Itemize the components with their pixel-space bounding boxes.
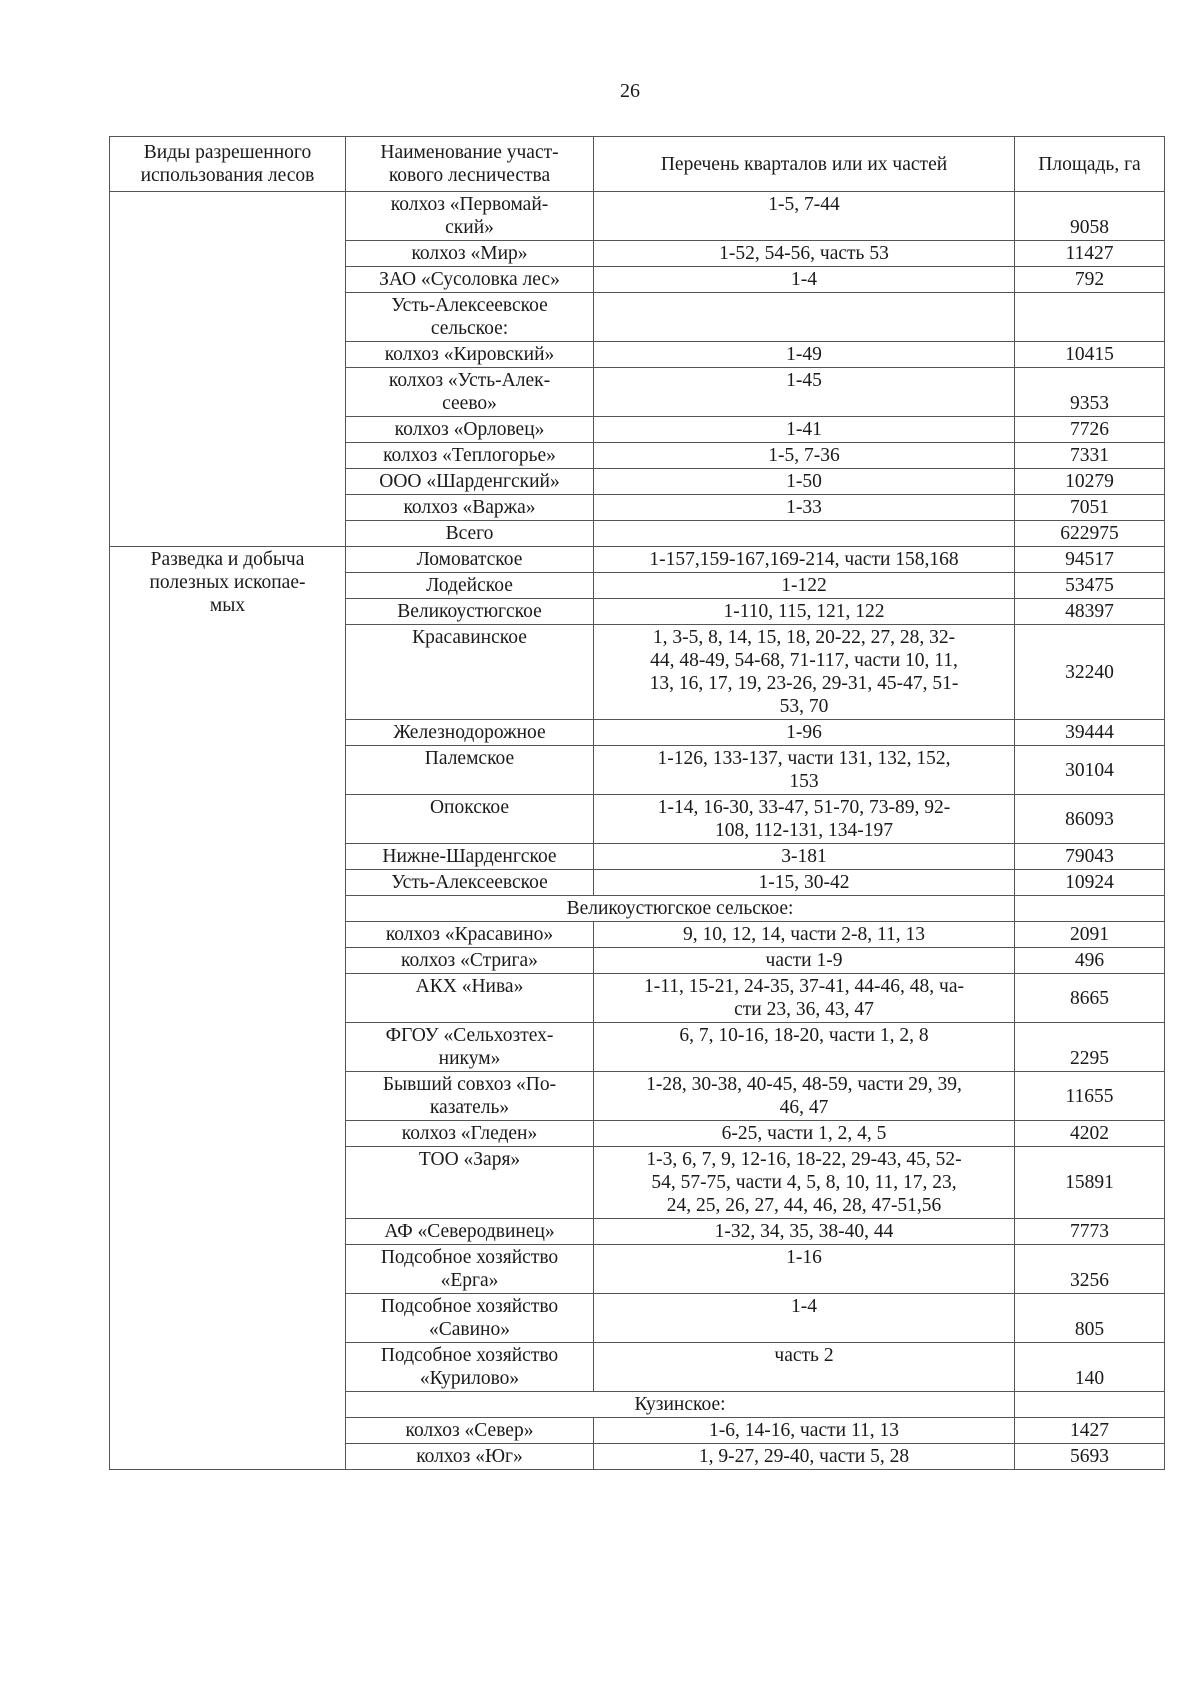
forestry-name-cell: Нижне-Шарденгское bbox=[346, 844, 594, 870]
quarters-line: 1-28, 30-38, 40-45, 48-59, части 29, 39, bbox=[646, 1074, 962, 1095]
forestry-name-cell: Опокское bbox=[346, 795, 594, 844]
header-quarters: Перечень кварталов или их частей bbox=[594, 137, 1015, 192]
forestry-name-line: «Курилово» bbox=[419, 1368, 520, 1389]
area-cell: 11655 bbox=[1015, 1072, 1165, 1121]
quarters-cell: 1-5, 7-36 bbox=[594, 443, 1015, 469]
quarters-line: 44, 48-49, 54-68, 71-117, части 10, 11, bbox=[650, 650, 958, 671]
forestry-name-cell: Железнодорожное bbox=[346, 720, 594, 746]
area-cell: 94517 bbox=[1015, 547, 1165, 573]
area-cell: 32240 bbox=[1015, 625, 1165, 720]
header-area: Площадь, га bbox=[1015, 137, 1165, 192]
area-cell: 9058 bbox=[1015, 192, 1165, 241]
use-type-cell-continued bbox=[110, 192, 346, 547]
table-row bbox=[110, 192, 1165, 241]
quarters-line: 153 bbox=[789, 771, 819, 792]
header-use-type-line: использования лесов bbox=[140, 165, 315, 186]
area-cell: 622975 bbox=[1015, 521, 1165, 547]
forestry-name-line: Подсобное хозяйство bbox=[380, 1345, 559, 1366]
table-body bbox=[110, 192, 1165, 1470]
forestry-name-cell bbox=[346, 1343, 594, 1392]
forestry-name-cell: АКХ «Нива» bbox=[346, 974, 594, 1023]
quarters-cell: 1-15, 30-42 bbox=[594, 870, 1015, 896]
use-type-line: полезных ископае- bbox=[149, 572, 306, 593]
header-forestry-name bbox=[346, 137, 594, 192]
forestry-name-cell: Ломоватское bbox=[346, 547, 594, 573]
forestry-name-line: ский» bbox=[445, 217, 494, 238]
forestry-name-line: Бывший совхоз «По- bbox=[382, 1074, 557, 1095]
quarters-cell: часть 2 bbox=[594, 1343, 1015, 1392]
area-cell: 2091 bbox=[1015, 922, 1165, 948]
quarters-cell bbox=[594, 795, 1015, 844]
forestry-name-cell: колхоз «Орловец» bbox=[346, 417, 594, 443]
subheading-cell: Великоустюгское сельское: bbox=[346, 896, 1015, 922]
area-cell: 3256 bbox=[1015, 1245, 1165, 1294]
forestry-name-line: «Ерга» bbox=[440, 1270, 499, 1291]
quarters-cell bbox=[594, 974, 1015, 1023]
area-cell: 792 bbox=[1015, 267, 1165, 293]
area-cell: 7726 bbox=[1015, 417, 1165, 443]
quarters-cell bbox=[594, 521, 1015, 547]
quarters-cell: 9, 10, 12, 14, части 2-8, 11, 13 bbox=[594, 922, 1015, 948]
forestry-name-cell bbox=[346, 293, 594, 342]
quarters-cell: 1-122 bbox=[594, 573, 1015, 599]
area-cell: 86093 bbox=[1015, 795, 1165, 844]
area-cell: 5693 bbox=[1015, 1444, 1165, 1470]
area-cell: 15891 bbox=[1015, 1147, 1165, 1219]
header-forestry-name-line: кового лесничества bbox=[388, 165, 551, 186]
area-cell: 10924 bbox=[1015, 870, 1165, 896]
forestry-name-cell bbox=[346, 1245, 594, 1294]
quarters-cell: 1-49 bbox=[594, 342, 1015, 368]
header-forestry-name-line: Наименование участ- bbox=[380, 142, 559, 163]
page-number: 26 bbox=[620, 80, 640, 102]
forestry-name-line: сеево» bbox=[442, 393, 497, 414]
header-use-type-line: Виды разрешенного bbox=[143, 142, 312, 163]
quarters-cell: 1-32, 34, 35, 38-40, 44 bbox=[594, 1219, 1015, 1245]
forestry-name-cell: Палемское bbox=[346, 746, 594, 795]
quarters-cell: 1-96 bbox=[594, 720, 1015, 746]
forestry-name-line: никум» bbox=[438, 1048, 501, 1069]
quarters-line: 1-126, 133-137, части 131, 132, 152, bbox=[657, 748, 951, 769]
quarters-cell: 1-5, 7-44 bbox=[594, 192, 1015, 241]
area-cell: 53475 bbox=[1015, 573, 1165, 599]
area-cell: 48397 bbox=[1015, 599, 1165, 625]
forestry-name-cell: колхоз «Кировский» bbox=[346, 342, 594, 368]
area-cell: 8665 bbox=[1015, 974, 1165, 1023]
quarters-cell: 1-52, 54-56, часть 53 bbox=[594, 241, 1015, 267]
forestry-name-cell bbox=[346, 1023, 594, 1072]
area-cell: 9353 bbox=[1015, 368, 1165, 417]
quarters-cell: 1-45 bbox=[594, 368, 1015, 417]
use-type-cell bbox=[110, 547, 346, 1470]
forestry-name-cell bbox=[346, 192, 594, 241]
area-cell: 4202 bbox=[1015, 1121, 1165, 1147]
quarters-line: 24, 25, 26, 27, 44, 46, 28, 47-51,56 bbox=[666, 1195, 942, 1216]
area-cell: 11427 bbox=[1015, 241, 1165, 267]
forestry-name-cell: Великоустюгское bbox=[346, 599, 594, 625]
forestry-name-cell: колхоз «Север» bbox=[346, 1418, 594, 1444]
quarters-cell bbox=[594, 293, 1015, 342]
forest-use-table bbox=[109, 136, 1165, 1470]
forestry-name-line: колхоз «Усть-Алек- bbox=[388, 370, 551, 391]
forestry-name-line: ФГОУ «Сельхозтех- bbox=[385, 1025, 554, 1046]
subheading-cell: Кузинское: bbox=[346, 1392, 1015, 1418]
header-use-type bbox=[110, 137, 346, 192]
area-cell bbox=[1015, 293, 1165, 342]
forestry-name-cell: колхоз «Стрига» bbox=[346, 948, 594, 974]
quarters-cell: 1-50 bbox=[594, 469, 1015, 495]
quarters-cell: 1-110, 115, 121, 122 bbox=[594, 599, 1015, 625]
area-cell: 10415 bbox=[1015, 342, 1165, 368]
forest-use-table-container bbox=[109, 136, 1164, 1470]
area-cell: 10279 bbox=[1015, 469, 1165, 495]
quarters-cell bbox=[594, 1147, 1015, 1219]
forestry-name-cell: Красавинское bbox=[346, 625, 594, 720]
forestry-name-line: Подсобное хозяйство bbox=[380, 1247, 559, 1268]
area-cell: 1427 bbox=[1015, 1418, 1165, 1444]
forestry-name-cell: Лодейское bbox=[346, 573, 594, 599]
area-cell: 140 bbox=[1015, 1343, 1165, 1392]
quarters-cell: 3-181 bbox=[594, 844, 1015, 870]
quarters-cell bbox=[594, 1072, 1015, 1121]
empty-area-cell bbox=[1015, 1392, 1165, 1418]
table-row bbox=[110, 547, 1165, 573]
forestry-name-line: Усть-Алексеевское bbox=[391, 295, 548, 316]
area-cell: 7051 bbox=[1015, 495, 1165, 521]
quarters-line: 53, 70 bbox=[779, 696, 829, 717]
forestry-name-cell: колхоз «Юг» bbox=[346, 1444, 594, 1470]
quarters-cell: 1-16 bbox=[594, 1245, 1015, 1294]
forestry-name-cell: Усть-Алексеевское bbox=[346, 870, 594, 896]
forestry-name-cell bbox=[346, 368, 594, 417]
area-cell: 79043 bbox=[1015, 844, 1165, 870]
quarters-line: 1-14, 16-30, 33-47, 51-70, 73-89, 92- bbox=[657, 797, 951, 818]
quarters-cell: 1-41 bbox=[594, 417, 1015, 443]
quarters-cell: части 1-9 bbox=[594, 948, 1015, 974]
quarters-cell: 1, 9-27, 29-40, части 5, 28 bbox=[594, 1444, 1015, 1470]
area-cell: 7773 bbox=[1015, 1219, 1165, 1245]
forestry-name-line: Подсобное хозяйство bbox=[380, 1296, 559, 1317]
forestry-name-line: сельское: bbox=[430, 318, 509, 339]
area-cell: 496 bbox=[1015, 948, 1165, 974]
forestry-name-cell: Всего bbox=[346, 521, 594, 547]
area-cell: 805 bbox=[1015, 1294, 1165, 1343]
quarters-line: 54, 57-75, части 4, 5, 8, 10, 11, 17, 23, bbox=[651, 1172, 957, 1193]
forestry-name-line: колхоз «Первомай- bbox=[390, 194, 549, 215]
quarters-line: 1-11, 15-21, 24-35, 37-41, 44-46, 48, ча- bbox=[644, 976, 964, 997]
quarters-cell: 1-6, 14-16, части 11, 13 bbox=[594, 1418, 1015, 1444]
forestry-name-cell: ЗАО «Сусоловка лес» bbox=[346, 267, 594, 293]
forestry-name-cell: колхоз «Красавино» bbox=[346, 922, 594, 948]
quarters-cell: 6-25, части 1, 2, 4, 5 bbox=[594, 1121, 1015, 1147]
forestry-name-cell bbox=[346, 1294, 594, 1343]
quarters-line: 1, 3-5, 8, 14, 15, 18, 20-22, 27, 28, 32- bbox=[652, 627, 956, 648]
use-type-line: Разведка и добыча bbox=[150, 549, 305, 570]
forestry-name-cell bbox=[346, 1072, 594, 1121]
quarters-cell: 1-4 bbox=[594, 1294, 1015, 1343]
table-header-row bbox=[110, 137, 1165, 192]
forestry-name-cell: колхоз «Гледен» bbox=[346, 1121, 594, 1147]
quarters-cell: 1-157,159-167,169-214, части 158,168 bbox=[594, 547, 1015, 573]
area-cell: 7331 bbox=[1015, 443, 1165, 469]
forestry-name-cell: колхоз «Теплогорье» bbox=[346, 443, 594, 469]
quarters-cell bbox=[594, 746, 1015, 795]
area-cell: 30104 bbox=[1015, 746, 1165, 795]
forestry-name-line: казатель» bbox=[429, 1097, 510, 1118]
area-cell: 2295 bbox=[1015, 1023, 1165, 1072]
forestry-name-cell: ТОО «Заря» bbox=[346, 1147, 594, 1219]
area-cell: 39444 bbox=[1015, 720, 1165, 746]
quarters-line: 108, 112-131, 134-197 bbox=[714, 820, 893, 841]
quarters-line: 13, 16, 17, 19, 23-26, 29-31, 45-47, 51- bbox=[649, 673, 959, 694]
use-type-line: мых bbox=[209, 595, 246, 616]
quarters-cell bbox=[594, 625, 1015, 720]
forestry-name-cell: колхоз «Варжа» bbox=[346, 495, 594, 521]
quarters-cell: 1-4 bbox=[594, 267, 1015, 293]
forestry-name-cell: ООО «Шарденгский» bbox=[346, 469, 594, 495]
forestry-name-cell: АФ «Северодвинец» bbox=[346, 1219, 594, 1245]
quarters-cell: 6, 7, 10-16, 18-20, части 1, 2, 8 bbox=[594, 1023, 1015, 1072]
quarters-line: 46, 47 bbox=[779, 1097, 829, 1118]
quarters-cell: 1-33 bbox=[594, 495, 1015, 521]
quarters-line: 1-3, 6, 7, 9, 12-16, 18-22, 29-43, 45, 52- bbox=[646, 1149, 962, 1170]
forestry-name-line: «Савино» bbox=[429, 1319, 510, 1340]
quarters-line: сти 23, 36, 43, 47 bbox=[734, 999, 874, 1020]
empty-area-cell bbox=[1015, 896, 1165, 922]
forestry-name-cell: колхоз «Мир» bbox=[346, 241, 594, 267]
